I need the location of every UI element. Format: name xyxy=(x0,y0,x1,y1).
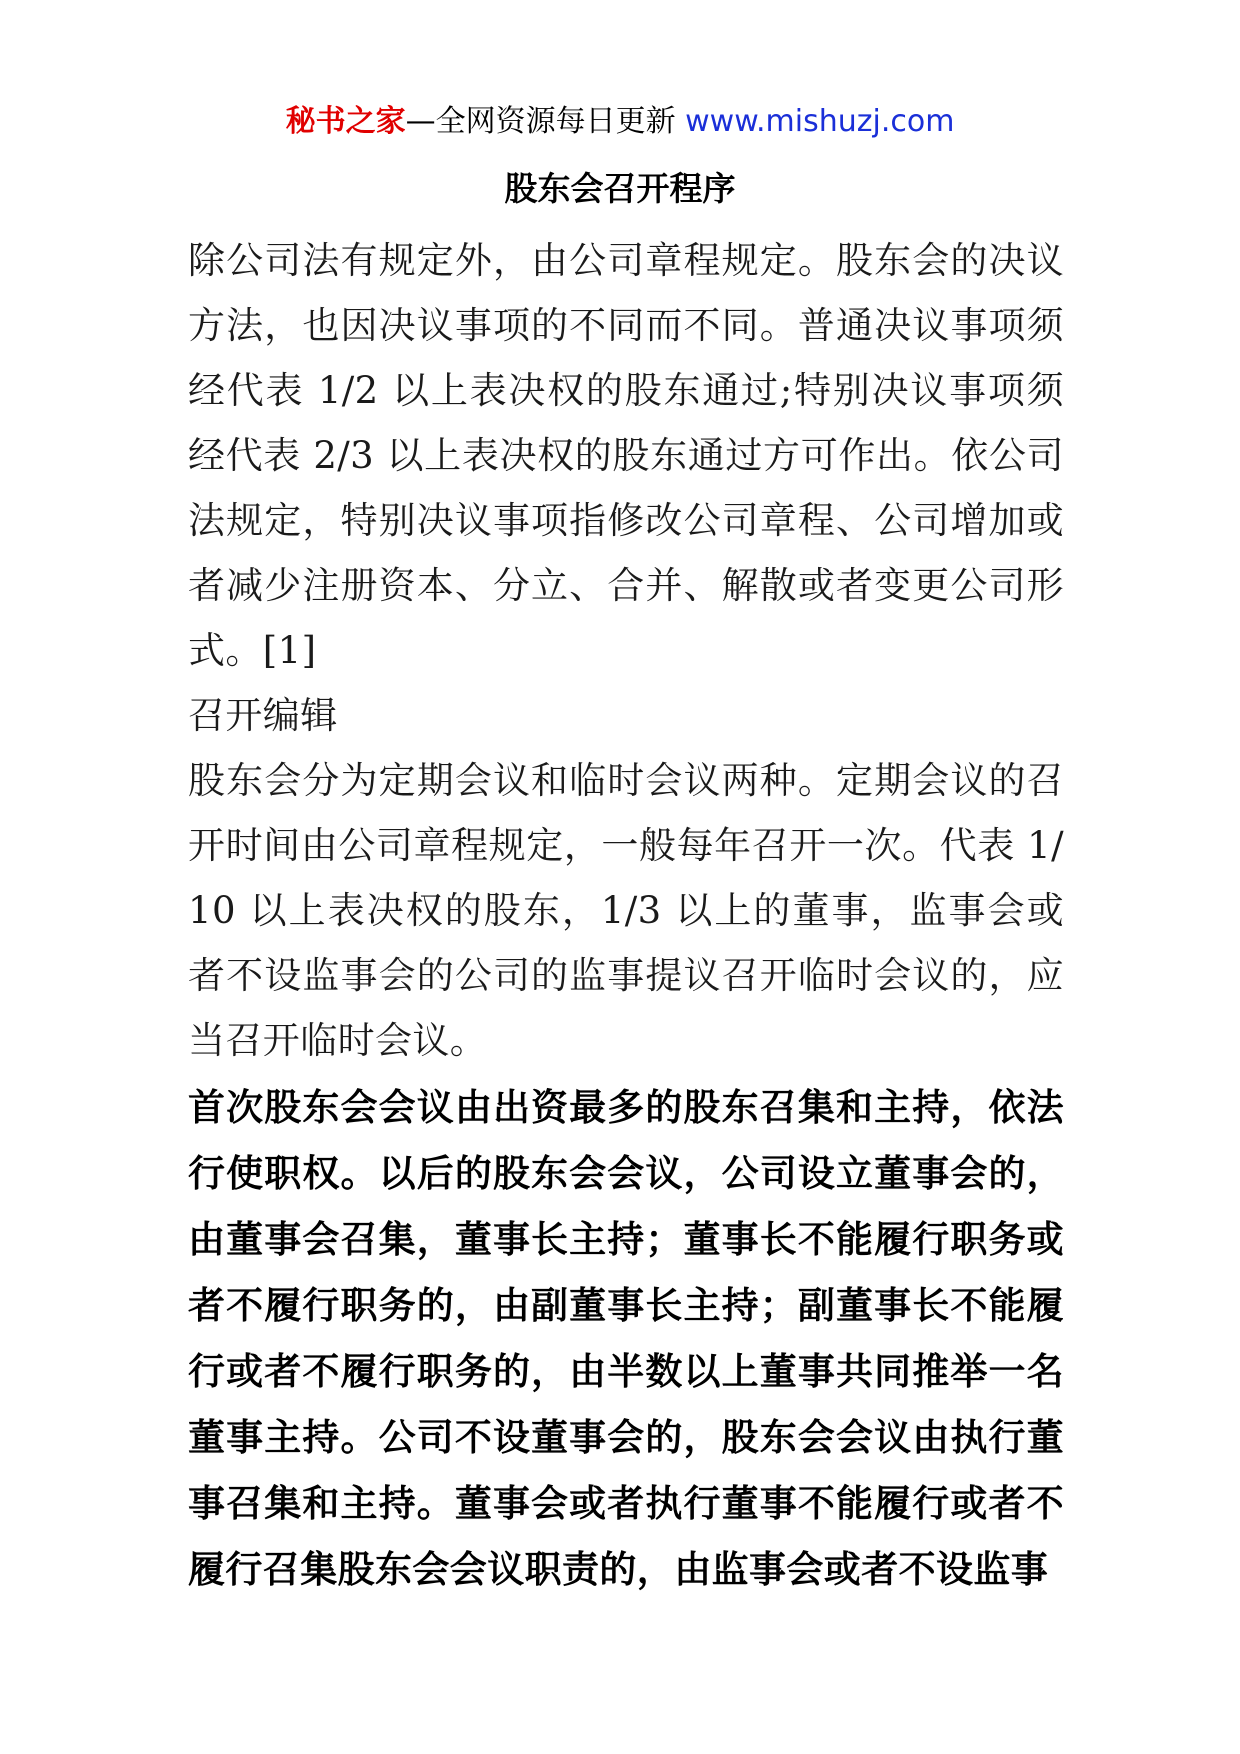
document-title: 股东会召开程序 xyxy=(504,169,736,208)
document-body xyxy=(188,228,1064,1603)
site-tagline: —全网资源每日更新 xyxy=(405,104,686,139)
site-brand: 秘书之家 xyxy=(285,104,406,139)
site-url-link[interactable]: www.mishuzj.com xyxy=(685,104,955,139)
paragraph-meeting-types: 股东会分为定期会议和临时会议两种。定期会议的召开时间由公司章程规定，一般每年召开一次。代表 1/10 以上表决权的股东，1/3 以上的董事，监事会或者不设监事会的公司的监事提议召开临时会议的，应当召开临时会议。 xyxy=(188,759,1064,1062)
site-header xyxy=(0,100,1240,144)
paragraph-convening-procedure: 首次股东会会议由出资最多的股东召集和主持，依法行使职权。以后的股东会会议，公司设立董事会的，由董事会召集，董事长主持；董事长不能履行职务或者不履行职务的，由副董事长主持；副董事长不能履行或者不履行职务的，由半数以上董事共同推举一名董事主持。公司不设董事会的，股东会会议由执行董事召集和主持。董事会或者执行董事不能履行或者不履行召集股东会会议职责的，由监事会或者不设监事 xyxy=(188,1086,1064,1591)
section-heading-convening: 召开编辑 xyxy=(188,694,338,737)
paragraph-resolution-methods: 除公司法有规定外，由公司章程规定。股东会的决议方法，也因决议事项的不同而不同。普通决议事项须经代表 1/2 以上表决权的股东通过;特别决议事项须经代表 2/3 以上表决权的股东通过方可作出。依公司法规定，特别决议事项指修改公司章程、公司增加或者减少注册资本、分立、合并、解散或者变更公司形式。[1] xyxy=(188,239,1064,672)
